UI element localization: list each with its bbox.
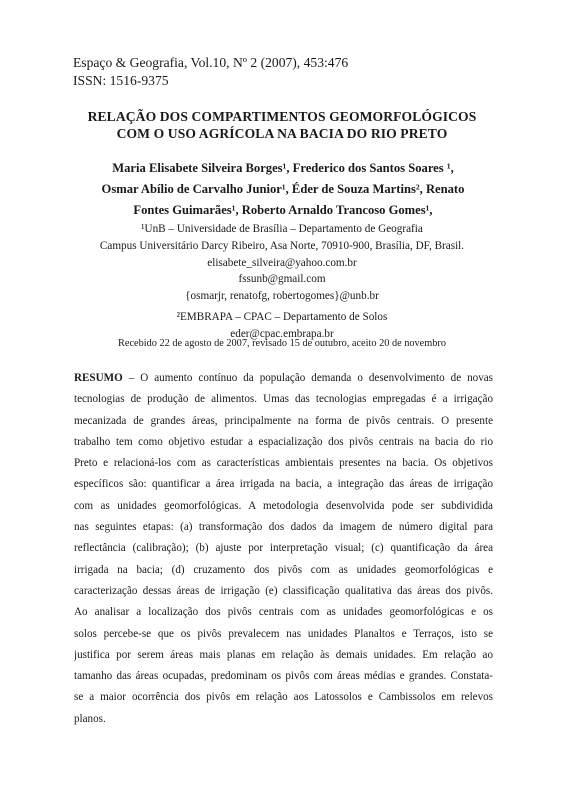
email-fssunb[interactable]: fssunb@gmail.com	[238, 273, 326, 286]
abstract	[74, 368, 493, 730]
journal-header	[73, 54, 348, 90]
abstract-line: tamanho das áreas ocupadas, predominam os pivôs com áreas médias e grandes. Constata-	[74, 670, 493, 683]
email-eder[interactable]: eder@cpac.embrapa.br	[230, 327, 334, 340]
abstract-line: com as unidades geomorfológicas. A metodologia desenvolvida pode ser subdividida	[74, 499, 493, 512]
abstract-line: reflectância (calibração); (b) ajuste por interpretação visual; (c) quantificação da área	[74, 542, 493, 555]
abstract-line	[74, 368, 493, 389]
abstract-line: caracterização dessas áreas de irrigação (e) classificação qualitativa das áreas dos pivôs.	[74, 584, 493, 597]
abstract-line: específicos são: quantificar a área irrigada na bacia, a integração das áreas de irrigação	[74, 478, 493, 491]
received-dates: Recebido 22 de agosto de 2007, revisado 15 de outubro, aceito 20 de novembro	[118, 338, 446, 349]
abstract-line: trabalho tem como objetivo estudar a espacialização dos pivôs centrais na bacia do rio	[74, 435, 493, 448]
title-line-1: RELAÇÃO DOS COMPARTIMENTOS GEOMORFOLÓGICOS	[87, 109, 477, 124]
affiliations	[40, 221, 524, 343]
abstract-line: nas seguintes etapas: (a) transformação dos dados da imagem de número digital para	[74, 521, 493, 534]
abstract-line: mecanizada de grandes áreas, principalmente na forma de pivôs centrais. O presente	[74, 414, 493, 427]
affiliation-campus: Campus Universitário Darcy Ribeiro, Asa Norte, 70910-900, Brasília, DF, Brasil.	[99, 239, 465, 252]
abstract-line: se a maior ocorrência dos pivôs em relação aos Latossolos e Cambissolos em relevos	[74, 691, 493, 704]
title-line-2: COM O USO AGRÍCOLA NA BACIA DO RIO PRETO	[116, 126, 448, 141]
author-line-3: Fontes Guimarães¹, Roberto Arnaldo Trancoso Gomes¹,	[133, 203, 433, 217]
abstract-line: solos percebe-se que os pivôs prevalecem nas unidades Planaltos e Terraços, isto se	[74, 627, 493, 640]
email-unb-group[interactable]: {osmarjr, renatofg, robertogomes}@unb.br	[185, 290, 379, 303]
abstract-line: Preto e relacioná-los com as características ambientais presentes na bacia. Os objetivos	[74, 457, 493, 470]
abstract-line: tecnologias de produção de alimentos. Umas das tecnologias empregadas é a irrigação	[74, 393, 493, 406]
abstract-line: justifica por serem áreas mais planas em relação às demais unidades. Em relação ao	[74, 648, 493, 661]
author-list	[72, 158, 494, 221]
abstract-line: irrigada na bacia; (d) cruzamento dos pivôs com as unidades geomorfológicas e	[74, 563, 493, 576]
affiliation-unb: ¹UnB – Universidade de Brasília – Departamento de Geografia	[141, 223, 423, 235]
journal-issn: ISSN: 1516-9375	[73, 73, 169, 88]
email-elisabete[interactable]: elisabete_silveira@yahoo.com.br	[207, 256, 357, 269]
affiliation-embrapa: ²EMBRAPA – CPAC – Departamento de Solos	[176, 310, 388, 323]
paper-title	[40, 108, 524, 142]
abstract-line: Ao analisar a localização dos pivôs centrais com as unidades geomorfológicas e os	[74, 606, 493, 619]
author-line-1: Maria Elisabete Silveira Borges¹, Frederico dos Santos Soares ¹,	[112, 161, 454, 175]
abstract-first-line: – O aumento contínuo da população demanda o desenvolvimento de novas	[122, 372, 493, 384]
author-line-2: Osmar Abílio de Carvalho Junior¹, Éder de Souza Martins², Renato	[101, 182, 465, 196]
journal-citation: Espaço & Geografia, Vol.10, Nº 2 (2007), 453:476	[73, 55, 349, 70]
abstract-label: RESUMO	[74, 372, 123, 384]
abstract-line: planos.	[74, 712, 106, 725]
